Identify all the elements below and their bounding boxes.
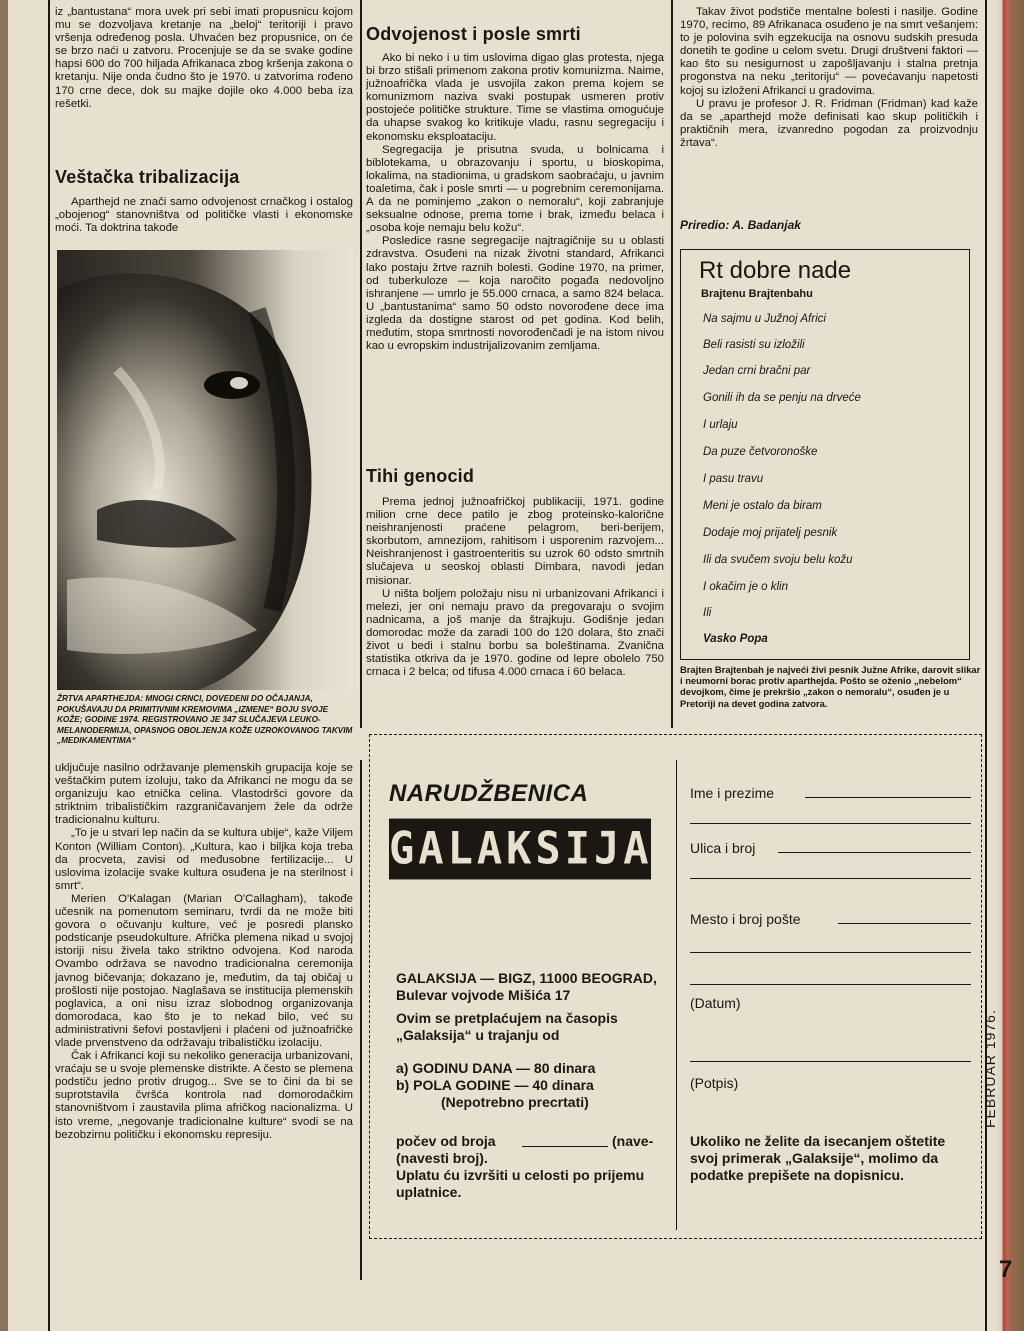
- poem-line: Meni je ostalo da biram: [703, 500, 822, 512]
- photo-caption: ŽRTVA APARTHEJDA: MNOGI CRNCI, DOVEDENI DO OČAJANJA, POKUŠAVAJU DA PRIMITIVNIM KREMOVIMA „IZMENE“ BOJU SVOJE KOŽE; GODINE 1974. REGISTROVANO JE 347 SLUČAJEVA LEUKO-MELANODERMIJA, OPASNOG OBOLJENJA KOŽE UZROKOVANOG TAKVIM „MEDIKAMENTIMA“: [57, 694, 353, 746]
- option-b[interactable]: b) POLA GODINE — 40 dinara: [396, 1077, 594, 1093]
- street-field[interactable]: [778, 852, 971, 853]
- column-rule-left: [48, 0, 50, 1331]
- poem-line: I okačim je o klin: [703, 581, 789, 593]
- date-field[interactable]: [690, 984, 971, 985]
- poem-dedication: Brajtenu Brajtenbahu: [701, 288, 813, 300]
- page-number: 7: [999, 1256, 1013, 1283]
- poem-line: Ili da svučem svoju belu kožu: [703, 554, 853, 566]
- poem-line: Ili: [703, 607, 712, 619]
- col2-p5: U ništa boljem položaju nisu ni urbanizovani Afrikanci i melezi, jer oni nemaju pravo da pregovaraju o svojim nadnicama, a još manje da štrajkuju. Godišnje jedan domorodac može da zaradi 100 do 120 dolara, što znači život u bedi i stalnu borbu sa boleštinama. Zvanična statistika otkriva da je 1970. godine od lepre obolelo 750 crnaca i 2 belca; od tifusa 4.000 crnaca i 60 belaca.: [366, 587, 664, 679]
- poem-line: Beli rasisti su izložili: [703, 339, 805, 351]
- apartheid-victim-photo: [57, 250, 353, 690]
- galaksija-logo: GALAKSIJA: [389, 819, 651, 880]
- city-field-2[interactable]: [690, 952, 971, 953]
- col2-p3: Posledice rasne segregacije najtragičnije su u oblasti zdravstva. Osuđeni na nizak životni standard, Afrikanci lako postaju žrtve raznih bolesti. Godine 1970, na primer, od tuberkuloze — koja naročito pogađa nedovoljno ishranjene — umrlo je 55.000 crnaca, a samo 824 belaca. U „bantustanima“ samo 50 odsto novorođene dece ima izgleda da dostigne starost od pet godina. Kod belih, međutim, stopa smrtnosti novorođenčadi je na istom nivou kao u evropskim industrijalizovanim zemljama.: [366, 235, 664, 353]
- name-field-2[interactable]: [690, 823, 971, 824]
- from-issue-field[interactable]: [522, 1146, 608, 1147]
- option-note: (Nepotrebno precrtati): [441, 1094, 589, 1110]
- poem-line: I pasu travu: [703, 473, 764, 485]
- poem-footnote: Brajten Brajtenbah je najveći živi pesnik Južne Afrike, darovit slikar i neumorni borac protiv aparthejda. Pošto se oženio „nebelom“ devojkom, čime je prekršio „zakon o nemoralu“, osuđen je u Pretoriji na devet godina zatvora.: [680, 664, 981, 709]
- poem-title: Rt dobre nade: [699, 257, 852, 284]
- heading-odvojenost: Odvojenost i posle smrti: [366, 24, 581, 44]
- col1-p2: uključuje nasilno održavanje plemenskih grupacija koje se veštačkim putem izoluju, tako da Afrikanci ne mogu da se organizuju kao etnička celina. Vlastodršci govore da striktnim tribalističkim razgraničavanjem žele da održe tradicionalnu kulturu.: [55, 762, 353, 827]
- name-field[interactable]: [805, 797, 971, 798]
- issue-date: FEBRUAR 1976.: [982, 1009, 998, 1128]
- col1-p5: Čak i Afrikanci koji su nekoliko generacija urbanizovani, vraćaju se u svoje plemenske distrikte. A često se plemena podstiču jedno protiv drugog... Sve se to čini da bi se suprotstavila čvršća kontrola nad domorodačkim stanovništvom i zaustavila plima afričkog nacionalizma. U isto vreme, „negovanje tradicionalne kulture“ svodi se na bezobzirnu političku i ekonomsku represiju.: [55, 1050, 353, 1141]
- poem-line: Jedan crni bračni par: [703, 365, 811, 377]
- photo-illustration: [57, 250, 353, 690]
- poem-line: Na sajmu u Južnoj Africi: [703, 313, 826, 325]
- poem-author: Vasko Popa: [703, 633, 768, 645]
- date-label: (Datum): [690, 995, 741, 1011]
- col2-p2: Segregacija je prisutna svuda, u bolnicama i biblotekama, u obrazovanju i sportu, u bioskopima, lokalima, na stadionima, u gradskom saobraćaju, u javnim toaletima, čak i posle smrti — u pogrebnim ceremonijama. A da ne pominjemo „zakon o nemoralu“, koji zabranjuje seksualne odnose, prema tome i brak, između belaca i „osoba koje nemaju belu kožu“.: [366, 143, 664, 235]
- col1-p3: „To je u stvari lep način da se kultura ubije“, kaže Viljem Konton (William Conton). „Kultura, kao i biljka koja treba da procveta, zavisi od međusobne fertilizacije... U uslovima izolacije svake kultura osuđena je na sterilnost i smrt“.: [55, 827, 353, 892]
- from-issue-label-2a: (nave-: [612, 1133, 654, 1149]
- publisher-address: GALAKSIJA — BIGZ, 11000 BEOGRAD, Bulevar vojvode Mišića 17: [396, 970, 657, 1003]
- street-field-2[interactable]: [690, 878, 971, 879]
- option-a[interactable]: a) GODINU DANA — 80 dinara: [396, 1060, 596, 1076]
- col1-p4: Merien O'Kalagan (Marian O'Callagham), takođe učesnik na pomenutom seminaru, tvrdi da ne može biti govora o očuvanju kulture, već je posredi plansko podsticanje pseudokulture. Afrička plemena nikad u svojoj istoriji nisu živela tako striktno odvojena. Kod naroda Ovambo održava se navodno tradicionalna ceremonija javnog bičevanja; dokazano je, međutim, da taj običaj u prošlosti nije postojao. Naglašava se institucija plemenskih poglavica, a oni nisu izraz slobodnog organizovanja domorodaca, kao što je to nekad bilo, već su administrativni šefovi postavljeni i plaćeni od južnoafričke vlade prvenstveno da održavaju tribalističku izolaciju.: [55, 892, 353, 1049]
- author-credit: Priredio: A. Badanjak: [680, 218, 801, 232]
- from-issue-label: počev od broja: [396, 1133, 496, 1149]
- sign-label: (Potpis): [690, 1075, 739, 1091]
- col1-p1-text: Aparthejd ne znači samo odvojenost crnačkog i ostalog „obojenog“ stanovništva od političke vlasti i ekonomske moći. Ta doktrina takođe: [55, 196, 353, 235]
- sign-field[interactable]: [690, 1061, 971, 1062]
- poem-line: Gonili ih da se penju na drveće: [703, 392, 861, 404]
- col1-body: [55, 762, 353, 1142]
- heading-vestacka-tribalizacija: Veštačka tribalizacija: [55, 167, 240, 187]
- street-label: Ulica i broj: [690, 840, 756, 856]
- col2-p1: Ako bi neko i u tim uslovima digao glas protesta, njega bi brzo stišali primenom zakona protiv komunizma. Naime, južnoafrička vlada je usvojila zakon prema kojem se komunizmom naziva svaki postupak usmeren protiv postojeće političke strukture. Time se vlastima omogućuje da uhapse svakog ko kritikuje vladu, rasnu segregaciju i ekonomsku eksploataciju.: [366, 52, 664, 143]
- column-rule-2: [671, 0, 673, 728]
- poem-line: Da puze četvoronoške: [703, 446, 818, 458]
- col3-p2: U pravu je profesor J. R. Fridman (Fridman) kad kaže da se „aparthejd može definisati kao skup političkih i praktičnih mera, izvanredno pogodan za proizvodnju žrtava“.: [680, 97, 978, 149]
- col3-body: [680, 6, 978, 150]
- poem-line: Dodaje moj prijatelj pesnik: [703, 527, 838, 539]
- col2-top: [366, 52, 664, 353]
- payment-text: Uplatu ću izvršiti u celosti po prijemu uplatnice.: [396, 1167, 645, 1200]
- col1-intro: [55, 6, 353, 111]
- poem-box: [680, 249, 970, 660]
- col1-p1: [55, 196, 353, 235]
- col1-intro-text: iz „bantustana“ mora uvek pri sebi imati propusnicu kojom mu se dozvoljava kretanje na „beloj“ teritoriji i pravo vršenja određenog posla. Uhvaćen bez propusnice, on će se brzo naći u zatvoru. Procenjuje se da se svake godine hapsi 600 do 700 hiljada Afrikanaca zbog kršenja zakona o kretanju. Nije onda čudno što je 1970. u zatvorima rođeno 170 crne dece, dok su majke dojile oko 4.000 beba iza rešetki.: [55, 6, 353, 110]
- poem-line: I urlaju: [703, 419, 738, 431]
- name-label: Ime i prezime: [690, 785, 775, 801]
- city-label: Mesto i broj pošte: [690, 911, 801, 927]
- page-edge: [996, 0, 1024, 1331]
- subscribe-text: Ovim se pretplaćujem na časopis „Galaksija“ u trajanju od: [396, 1010, 618, 1043]
- form-divider: [676, 760, 677, 1230]
- from-issue-label-2: (navesti broj).: [396, 1150, 488, 1166]
- heading-tihi-genocid: Tihi genocid: [366, 466, 475, 486]
- city-field[interactable]: [838, 923, 971, 924]
- col2-p4: Prema jednoj južnoafričkoj publikaciji, 1971. godine milion crne dece patilo je zbog proteinsko-kaloričnе neishranjenosti praćene pelagrom, beri-berijem, skorbutom, amnezijom, rahitisom i usporenim razvojem... Neishranjenost i gastroenteritis su uzrok 60 odsto smrtnih slučajeva u seoskoj oblasti Dimbara, navodi jedan misionar.: [366, 496, 664, 587]
- column-rule-1-lower: [360, 760, 362, 1280]
- col2-bottom: [366, 496, 664, 679]
- col3-p1: Takav život podstiče mentalne bolesti i nasilje. Godine 1970, recimo, 89 Afrikanaca osuđeno je na smrt vešanjem: to je polovina svih egzekucija na osnovu sudskih presuda donetih te godine u celom svetu. Drugi društveni faktori — kao što su nesigurnost u zapošljavanju i stalna pretnja progonstva na neku „teritoriju“ — povećavanju napetosti kojoj su izloženi Afrikanci u gradovima.: [680, 6, 978, 97]
- order-form-title: NARUDŽBENICA: [389, 780, 589, 807]
- column-rule-1: [360, 0, 362, 728]
- column-rule-right: [985, 0, 987, 1331]
- copy-notice: Ukoliko ne želite da isecanjem oštetite svoj primerak „Galaksije“, molimo da podatke prepišete na dopisnicu.: [690, 1133, 946, 1183]
